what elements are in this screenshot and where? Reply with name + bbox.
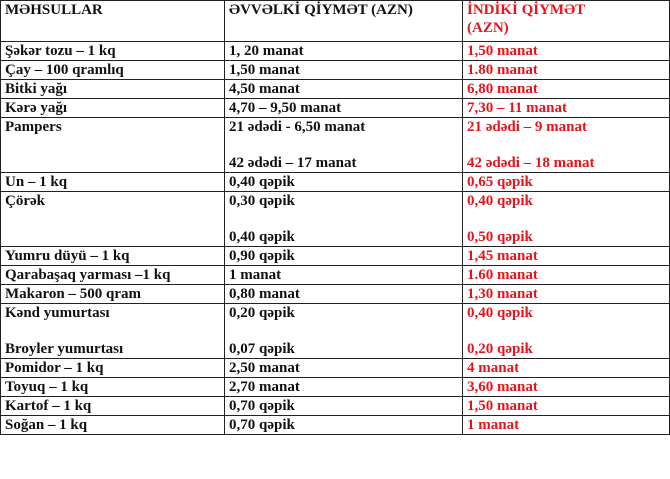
old-price-cell: 1 manat [225, 266, 463, 285]
table-row [1, 192, 670, 247]
old-price-cell: 4,50 manat [225, 80, 463, 99]
table-row [1, 80, 670, 99]
product-cell: Makaron – 500 qram [1, 285, 225, 304]
old-price-line2: 0,40 qəpik [229, 229, 295, 245]
new-price-cell: 1,50 manat [463, 42, 670, 61]
old-price-cell: 0,70 qəpik [225, 416, 463, 435]
cell-gap [229, 210, 458, 228]
new-price-cell: 6,80 manat [463, 80, 670, 99]
old-price-cell [225, 192, 463, 247]
table-row [1, 285, 670, 304]
old-price-cell: 1, 20 manat [225, 42, 463, 61]
old-price-cell: 0,80 manat [225, 285, 463, 304]
new-price-cell: 7,30 – 11 manat [463, 99, 670, 118]
product-cell: Çay – 100 qramlıq [1, 61, 225, 80]
cell-gap [467, 136, 665, 154]
old-price-cell: 0,70 qəpik [225, 397, 463, 416]
new-price-cell: 4 manat [463, 359, 670, 378]
cell-gap [467, 210, 665, 228]
table-row [1, 99, 670, 118]
cell-gap [229, 322, 458, 340]
product-cell: Qarabaşaq yarması –1 kq [1, 266, 225, 285]
table-row [1, 266, 670, 285]
old-price-cell [225, 304, 463, 359]
header-old-price: ƏVVƏLKİ QİYMƏT (AZN) [225, 1, 463, 42]
new-price-line1: 0,40 qəpik [467, 193, 533, 209]
old-price-line2: 42 ədədi – 17 manat [229, 155, 357, 171]
header-row [1, 1, 670, 42]
table-row [1, 378, 670, 397]
new-price-cell: 1,50 manat [463, 397, 670, 416]
old-price-line2: 0,07 qəpik [229, 341, 295, 357]
product-cell: Toyuq – 1 kq [1, 378, 225, 397]
product-line1: Kənd yumurtası [5, 305, 110, 321]
product-cell: Pomidor – 1 kq [1, 359, 225, 378]
table-row [1, 42, 670, 61]
old-price-line1: 0,20 qəpik [229, 305, 295, 321]
product-cell: Kartof – 1 kq [1, 397, 225, 416]
header-new-price-line1: İNDİKİ QİYMƏT [467, 2, 586, 18]
new-price-cell [463, 304, 670, 359]
new-price-line2: 0,50 qəpik [467, 229, 533, 245]
header-new-price-line2: (AZN) [467, 20, 509, 36]
old-price-line1: 0,30 qəpik [229, 193, 295, 209]
new-price-cell: 1,45 manat [463, 247, 670, 266]
new-price-cell [463, 192, 670, 247]
table-row [1, 359, 670, 378]
product-cell: Çörək [1, 192, 225, 247]
product-cell: Şəkər tozu – 1 kq [1, 42, 225, 61]
old-price-line1: 21 ədədi - 6,50 manat [229, 119, 366, 135]
cell-gap [5, 322, 220, 340]
cell-gap [229, 136, 458, 154]
old-price-cell: 1,50 manat [225, 61, 463, 80]
new-price-line2: 0,20 qəpik [467, 341, 533, 357]
new-price-cell: 1 manat [463, 416, 670, 435]
old-price-cell: 4,70 – 9,50 manat [225, 99, 463, 118]
product-line2: Broyler yumurtası [5, 341, 124, 357]
new-price-cell: 1.60 manat [463, 266, 670, 285]
product-cell: Un – 1 kq [1, 173, 225, 192]
header-new-price [463, 1, 670, 42]
cell-gap [467, 322, 665, 340]
old-price-cell: 0,90 qəpik [225, 247, 463, 266]
new-price-line1: 21 ədədi – 9 manat [467, 119, 587, 135]
new-price-line1: 0,40 qəpik [467, 305, 533, 321]
table-row [1, 118, 670, 173]
table-row [1, 304, 670, 359]
product-cell: Yumru düyü – 1 kq [1, 247, 225, 266]
new-price-cell: 1,30 manat [463, 285, 670, 304]
table-row [1, 247, 670, 266]
product-cell [1, 304, 225, 359]
product-cell: Kərə yağı [1, 99, 225, 118]
old-price-cell: 2,50 manat [225, 359, 463, 378]
table-row [1, 61, 670, 80]
product-cell: Bitki yağı [1, 80, 225, 99]
new-price-cell: 1.80 manat [463, 61, 670, 80]
table-row [1, 173, 670, 192]
old-price-cell [225, 118, 463, 173]
product-cell: Pampers [1, 118, 225, 173]
old-price-cell: 2,70 manat [225, 378, 463, 397]
old-price-cell: 0,40 qəpik [225, 173, 463, 192]
new-price-cell: 0,65 qəpik [463, 173, 670, 192]
table-row [1, 397, 670, 416]
new-price-line2: 42 ədədi – 18 manat [467, 155, 595, 171]
product-cell: Soğan – 1 kq [1, 416, 225, 435]
new-price-cell [463, 118, 670, 173]
table-row [1, 416, 670, 435]
new-price-cell: 3,60 manat [463, 378, 670, 397]
header-product: MƏHSULLAR [1, 1, 225, 42]
